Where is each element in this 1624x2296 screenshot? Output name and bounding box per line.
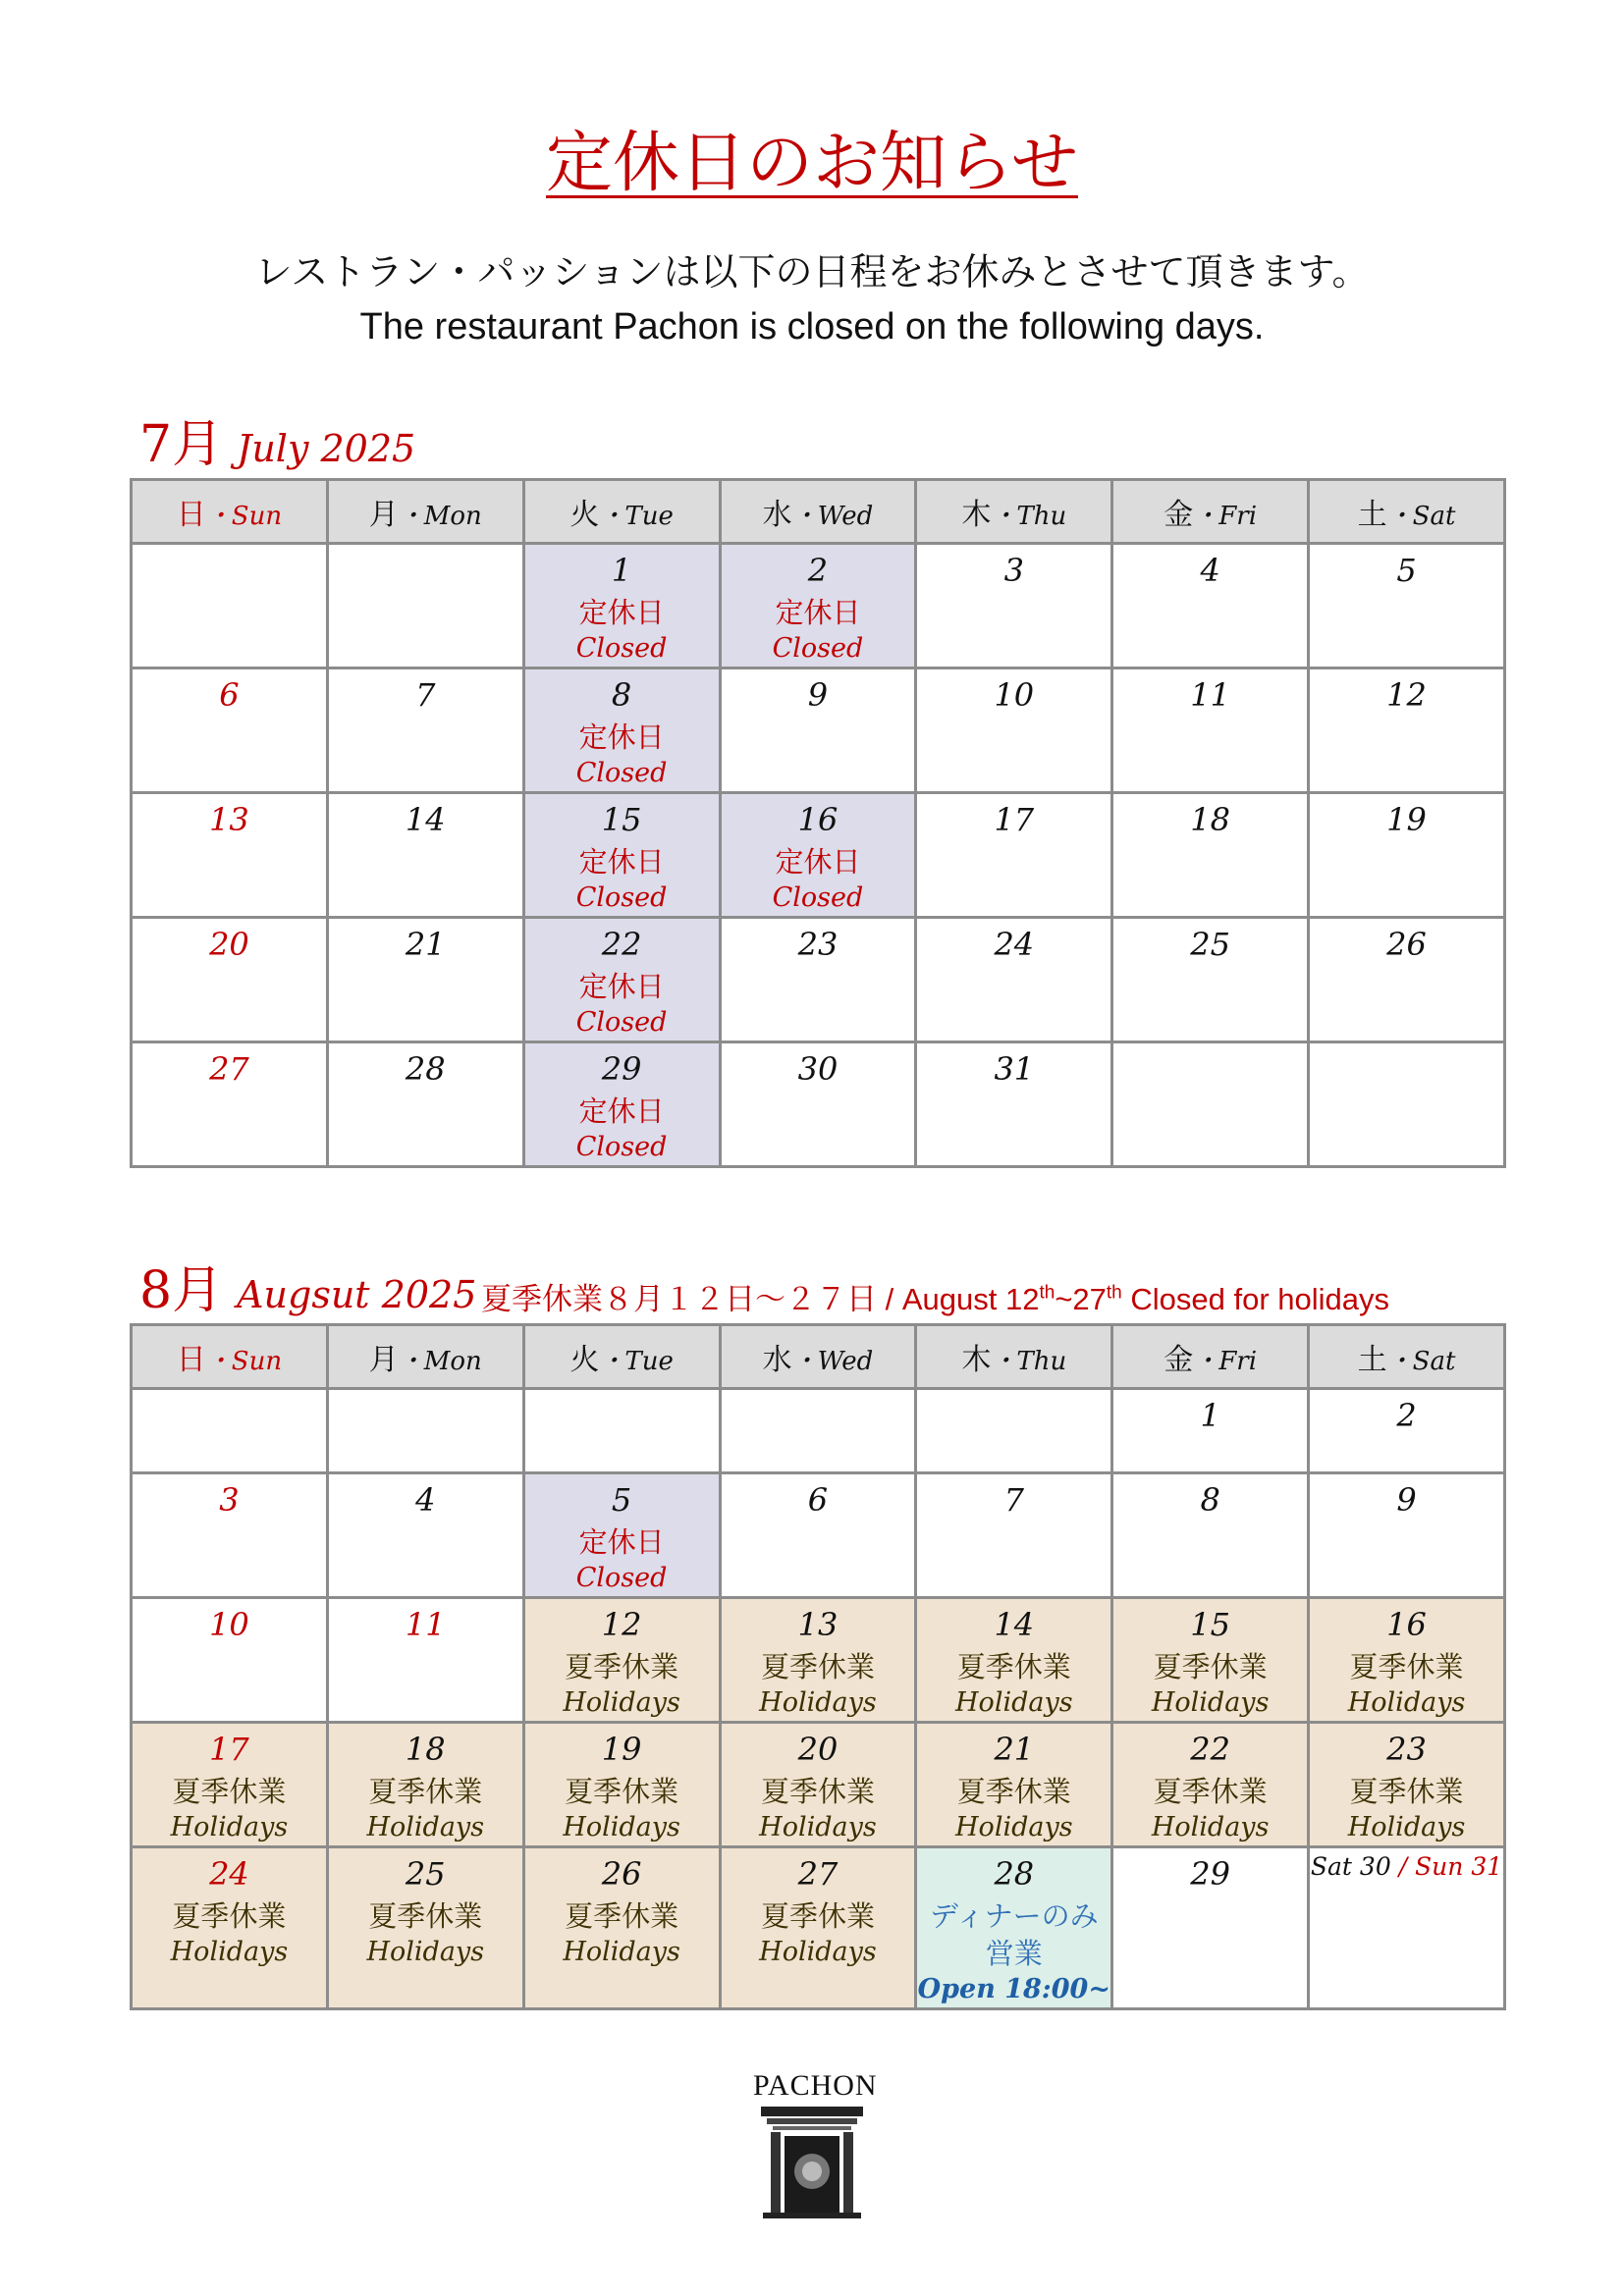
holiday-label-en: Holidays <box>759 1937 877 1967</box>
weekday-header-thu: 木・Thu <box>916 480 1112 544</box>
day-number: 28 <box>994 1855 1035 1893</box>
holiday-label-en: Holidays <box>170 1812 289 1842</box>
week-row <box>132 1847 1505 2009</box>
day-number: 30 <box>797 1050 839 1088</box>
week-row <box>132 668 1505 793</box>
empty-day-cell <box>523 1389 720 1473</box>
day-number: 5 <box>611 1481 632 1519</box>
day-number: 11 <box>1190 676 1230 714</box>
day-cell <box>327 793 523 918</box>
day-cell <box>523 1473 720 1598</box>
day-cell <box>1112 918 1309 1042</box>
day-number: 24 <box>209 1855 249 1893</box>
closed-label-en: Closed <box>575 758 668 788</box>
day-cell <box>916 1723 1112 1847</box>
day-cell <box>523 1598 720 1723</box>
day-number: 3 <box>1003 552 1024 589</box>
holiday-label-en: Holidays <box>1347 1812 1466 1842</box>
holiday-label-en: Holidays <box>366 1812 485 1842</box>
holiday-label-jp: 夏季休業 <box>368 1899 483 1933</box>
holiday-label-jp: 夏季休業 <box>760 1650 875 1683</box>
day-number: 27 <box>797 1855 839 1893</box>
day-number: 22 <box>601 926 642 963</box>
week-row <box>132 1473 1505 1598</box>
holiday-label-en: Holidays <box>1347 1687 1466 1718</box>
holiday-label-en: Holidays <box>955 1687 1073 1718</box>
day-cell <box>132 1847 328 2009</box>
day-number: 4 <box>1200 552 1220 589</box>
weekday-header-row <box>132 480 1505 544</box>
day-number: 19 <box>601 1731 642 1768</box>
day-number: 1 <box>611 552 632 589</box>
august-month-jp: 8月 <box>139 1261 224 1320</box>
closed-label-jp: 定休日 <box>578 970 665 1003</box>
holiday-label-jp: 夏季休業 <box>1153 1775 1268 1808</box>
day-number: 29 <box>1190 1855 1230 1893</box>
empty-day-cell <box>1112 1042 1309 1167</box>
holiday-label-en: Holidays <box>1151 1812 1270 1842</box>
day-cell <box>523 1723 720 1847</box>
day-cell <box>1112 544 1309 668</box>
day-number: 21 <box>405 926 446 963</box>
day-number: 6 <box>219 676 240 714</box>
day-cell <box>1112 793 1309 918</box>
day-number: 31 <box>994 1050 1035 1088</box>
holiday-label-en: Holidays <box>759 1687 877 1718</box>
empty-day-cell <box>720 1389 916 1473</box>
closed-label-en: Closed <box>575 633 668 664</box>
pachon-logo <box>753 2069 878 2224</box>
day-cell <box>523 668 720 793</box>
day-cell <box>327 1042 523 1167</box>
day-cell <box>327 1723 523 1847</box>
day-number: 16 <box>797 801 839 838</box>
closed-label-jp: 定休日 <box>578 596 665 629</box>
day-number: 8 <box>611 676 632 714</box>
day-cell <box>523 918 720 1042</box>
day-number: 10 <box>994 676 1035 714</box>
day-cell <box>916 544 1112 668</box>
empty-day-cell <box>327 1389 523 1473</box>
day-number: 6 <box>807 1481 829 1519</box>
dinner-label-en: Open 18:00~ <box>917 1974 1110 2004</box>
day-cell <box>1309 1473 1505 1598</box>
logo-text: PACHON <box>753 2069 878 2102</box>
day-cell <box>1112 1847 1309 2009</box>
day-cell <box>1309 1723 1505 1847</box>
holiday-label-en: Holidays <box>563 1937 680 1967</box>
day-cell <box>327 668 523 793</box>
empty-day-cell <box>132 1389 328 1473</box>
weekday-header-row <box>132 1325 1505 1389</box>
building-facade-icon <box>753 2103 871 2220</box>
weekday-header-mon: 月・Mon <box>327 480 523 544</box>
week-row <box>132 1723 1505 1847</box>
week-row <box>132 1598 1505 1723</box>
day-cell <box>720 1723 916 1847</box>
day-cell <box>523 1042 720 1167</box>
day-cell <box>1309 544 1505 668</box>
day-cell <box>327 918 523 1042</box>
day-cell <box>720 793 916 918</box>
weekday-header-sun: 日・Sun <box>132 480 328 544</box>
day-cell <box>327 1847 523 2009</box>
day-number: 28 <box>405 1050 446 1088</box>
day-cell <box>132 1723 328 1847</box>
closed-label-en: Closed <box>575 1563 668 1593</box>
day-number: 2 <box>807 552 829 589</box>
day-cell <box>327 1473 523 1598</box>
day-cell <box>720 1598 916 1723</box>
day-number: 19 <box>1386 801 1427 838</box>
day-cell <box>1309 668 1505 793</box>
holiday-label-jp: 夏季休業 <box>172 1775 287 1808</box>
weekday-header-mon: 月・Mon <box>327 1325 523 1389</box>
weekday-header-wed: 水・Wed <box>720 480 916 544</box>
closed-label-jp: 定休日 <box>578 1525 665 1559</box>
day-cell <box>720 544 916 668</box>
week-row <box>132 1389 1505 1473</box>
day-number: 18 <box>1190 801 1230 838</box>
day-number: 3 <box>219 1481 240 1519</box>
day-cell <box>916 1042 1112 1167</box>
holiday-label-jp: 夏季休業 <box>1349 1650 1464 1683</box>
day-number: 24 <box>994 926 1035 963</box>
day-number: 1 <box>1200 1397 1220 1434</box>
week-row <box>132 793 1505 918</box>
day-cell <box>327 1598 523 1723</box>
day-number: 12 <box>601 1606 642 1643</box>
day-cell <box>132 793 328 918</box>
july-calendar <box>130 478 1506 1168</box>
july-month-en: July 2025 <box>237 427 416 470</box>
day-number: 23 <box>1386 1731 1427 1768</box>
day-number: 12 <box>1386 676 1427 714</box>
holiday-label-jp: 夏季休業 <box>956 1650 1071 1683</box>
day-cell <box>132 1042 328 1167</box>
day-number: 17 <box>209 1731 249 1768</box>
july-month-jp: 7月 <box>139 415 224 474</box>
day-cell <box>132 918 328 1042</box>
holiday-label-en: Holidays <box>759 1812 877 1842</box>
closed-label-jp: 定休日 <box>578 845 665 879</box>
august-calendar <box>130 1323 1506 2010</box>
day-cell <box>132 1598 328 1723</box>
day-cell <box>720 1847 916 2009</box>
day-number: 15 <box>601 801 642 838</box>
closed-label-en: Closed <box>575 1132 668 1162</box>
day-number: 2 <box>1396 1397 1417 1434</box>
day-number: 20 <box>797 1731 839 1768</box>
day-number: 26 <box>601 1855 642 1893</box>
day-cell <box>523 544 720 668</box>
weekday-header-sun: 日・Sun <box>132 1325 328 1389</box>
day-number: 18 <box>405 1731 446 1768</box>
day-cell <box>916 793 1112 918</box>
august-month-en: Augsut 2025 <box>237 1273 477 1316</box>
closed-label-en: Closed <box>575 882 668 913</box>
day-number: 15 <box>1190 1606 1230 1643</box>
day-cell <box>1112 1598 1309 1723</box>
weekday-header-sat: 土・Sat <box>1309 480 1505 544</box>
holiday-label-jp: 夏季休業 <box>368 1775 483 1808</box>
day-number: 27 <box>209 1050 249 1088</box>
day-number: 25 <box>405 1855 446 1893</box>
empty-day-cell <box>1309 1042 1505 1167</box>
day-number: 13 <box>209 801 249 838</box>
closed-label-jp: 定休日 <box>578 1095 665 1128</box>
day-cell <box>1309 918 1505 1042</box>
day-number: 29 <box>601 1050 642 1088</box>
holiday-label-en: Holidays <box>366 1937 485 1967</box>
day-number: 10 <box>209 1606 249 1643</box>
day-cell <box>1112 1723 1309 1847</box>
holiday-label-en: Holidays <box>563 1812 680 1842</box>
day-number: 7 <box>1003 1481 1024 1519</box>
day-cell <box>1112 1473 1309 1598</box>
holiday-label-jp: 夏季休業 <box>172 1899 287 1933</box>
closed-label-jp: 定休日 <box>578 721 665 754</box>
dinner-label-jp: ディナーのみ営業 <box>929 1899 1099 1970</box>
day-number-split: Sat 30 / Sun 31 <box>1310 1852 1503 1881</box>
july-heading <box>139 402 415 476</box>
day-cell <box>916 1847 1112 2009</box>
day-number: 5 <box>1396 552 1417 589</box>
holiday-label-en: Holidays <box>170 1937 289 1967</box>
day-number: 20 <box>209 926 249 963</box>
day-cell <box>1309 1847 1505 2009</box>
weekday-header-sat: 土・Sat <box>1309 1325 1505 1389</box>
week-row <box>132 544 1505 668</box>
empty-day-cell <box>916 1389 1112 1473</box>
day-cell <box>132 1473 328 1598</box>
weekday-header-fri: 金・Fri <box>1112 480 1309 544</box>
holiday-label-jp: 夏季休業 <box>565 1650 679 1683</box>
day-cell <box>1309 793 1505 918</box>
day-cell <box>1309 1389 1505 1473</box>
day-cell <box>1309 1598 1505 1723</box>
weekday-header-tue: 火・Tue <box>523 480 720 544</box>
day-number: 14 <box>405 801 446 838</box>
day-number: 26 <box>1386 926 1427 963</box>
day-number: 4 <box>415 1481 436 1519</box>
day-number: 8 <box>1200 1481 1220 1519</box>
weekday-header-fri: 金・Fri <box>1112 1325 1309 1389</box>
weekday-header-thu: 木・Thu <box>916 1325 1112 1389</box>
day-number: 23 <box>797 926 839 963</box>
day-number: 22 <box>1190 1731 1230 1768</box>
holiday-label-jp: 夏季休業 <box>565 1899 679 1933</box>
closed-label-en: Closed <box>772 633 864 664</box>
day-cell <box>916 1598 1112 1723</box>
closed-label-en: Closed <box>772 882 864 913</box>
empty-day-cell <box>327 544 523 668</box>
day-number: 17 <box>994 801 1035 838</box>
day-number: 7 <box>415 676 436 714</box>
closed-label-jp: 定休日 <box>775 845 861 879</box>
holiday-label-jp: 夏季休業 <box>760 1775 875 1808</box>
day-cell <box>720 1473 916 1598</box>
holiday-label-en: Holidays <box>1151 1687 1270 1718</box>
holiday-label-jp: 夏季休業 <box>565 1775 679 1808</box>
weekday-header-tue: 火・Tue <box>523 1325 720 1389</box>
day-number: 11 <box>405 1606 446 1643</box>
day-cell <box>720 1042 916 1167</box>
day-cell <box>523 1847 720 2009</box>
summer-holiday-note: 夏季休業８月１２日～２７日 / August 12th~27th Closed for holidays <box>481 1282 1390 1316</box>
august-heading <box>139 1249 476 1322</box>
subtitle-japanese: レストラン・パッションは以下の日程をお休みとさせて頂きます。 <box>254 250 1370 294</box>
day-cell <box>132 668 328 793</box>
week-row <box>132 918 1505 1042</box>
holiday-label-jp: 夏季休業 <box>1349 1775 1464 1808</box>
day-number: 9 <box>807 676 829 714</box>
day-number: 25 <box>1190 926 1230 963</box>
day-cell <box>916 668 1112 793</box>
day-number: 21 <box>994 1731 1035 1768</box>
holiday-label-jp: 夏季休業 <box>956 1775 1071 1808</box>
holiday-label-jp: 夏季休業 <box>760 1899 875 1933</box>
day-number: 9 <box>1396 1481 1417 1519</box>
day-cell <box>916 918 1112 1042</box>
day-cell <box>523 793 720 918</box>
day-number: 13 <box>797 1606 839 1643</box>
holiday-label-jp: 夏季休業 <box>1153 1650 1268 1683</box>
day-cell <box>720 918 916 1042</box>
day-cell <box>720 668 916 793</box>
holiday-label-en: Holidays <box>955 1812 1073 1842</box>
day-number: 16 <box>1386 1606 1427 1643</box>
closed-label-en: Closed <box>575 1007 668 1038</box>
page-title: 定休日のお知らせ <box>546 125 1078 202</box>
closed-label-jp: 定休日 <box>775 596 861 629</box>
day-cell <box>916 1473 1112 1598</box>
holiday-label-en: Holidays <box>563 1687 680 1718</box>
day-number: 14 <box>994 1606 1035 1643</box>
week-row <box>132 1042 1505 1167</box>
subtitle-english: The restaurant Pachon is closed on the following days. <box>359 306 1265 347</box>
day-cell <box>1112 1389 1309 1473</box>
empty-day-cell <box>132 544 328 668</box>
weekday-header-wed: 水・Wed <box>720 1325 916 1389</box>
day-cell <box>1112 668 1309 793</box>
